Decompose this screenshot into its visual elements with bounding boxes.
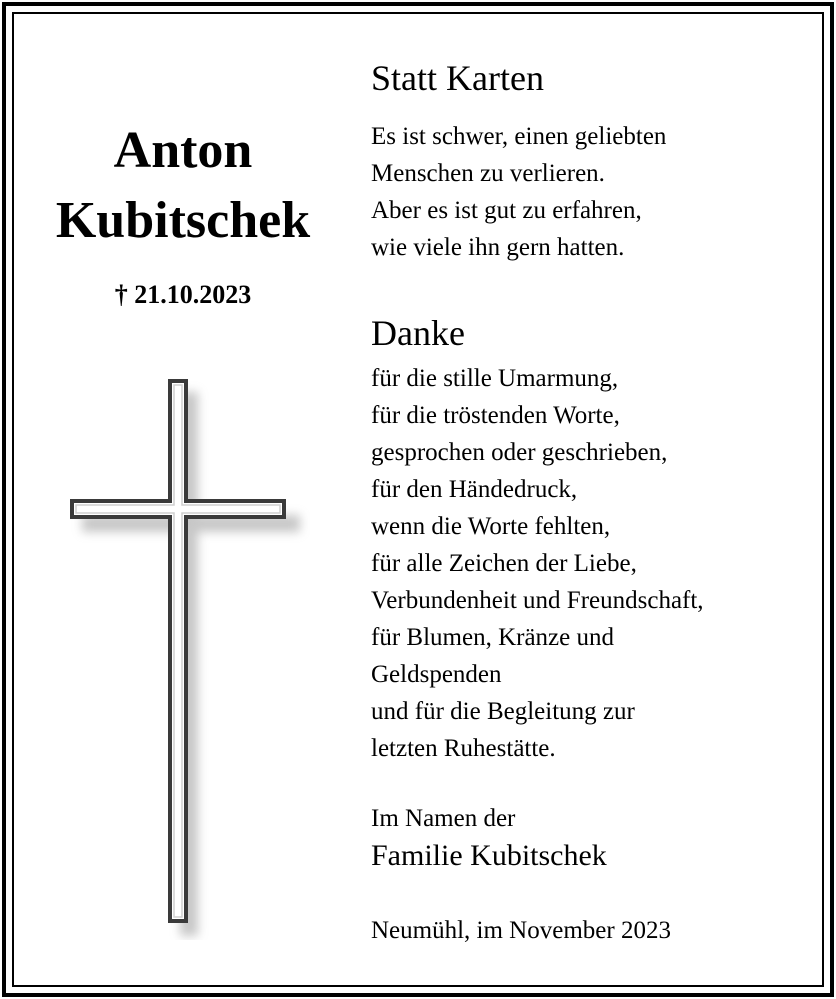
thanks-line: Geldspenden	[371, 661, 502, 688]
thanks-line: für den Händedruck,	[371, 476, 578, 503]
deceased-last-name: Kubitschek	[55, 192, 311, 249]
thanks-line: für die stille Umarmung,	[371, 365, 619, 392]
death-date: † 21.10.2023	[114, 280, 252, 309]
intro-line: wie viele ihn gern hatten.	[371, 234, 625, 261]
intro-heading: Statt Karten	[371, 58, 544, 98]
latin-cross-icon	[60, 370, 310, 945]
intro-line: Aber es ist gut zu erfahren,	[371, 197, 642, 224]
intro-line: Menschen zu verlieren.	[371, 160, 605, 187]
thanks-line: und für die Begleitung zur	[371, 698, 635, 725]
thanks-heading: Danke	[371, 313, 465, 353]
signature-family: Familie Kubitschek	[371, 839, 607, 872]
signature-prefix: Im Namen der	[371, 805, 516, 832]
thanks-line: für die tröstenden Worte,	[371, 402, 620, 429]
thanks-line: für Blumen, Kränze und	[371, 624, 614, 651]
thanks-line: gesprochen oder geschrieben,	[371, 439, 668, 466]
intro-line: Es ist schwer, einen geliebten	[371, 123, 667, 150]
thanks-line: wenn die Worte fehlten,	[371, 513, 611, 540]
place-date: Neumühl, im November 2023	[371, 917, 671, 944]
deceased-first-name: Anton	[113, 122, 253, 179]
thanks-line: letzten Ruhestätte.	[371, 735, 556, 762]
thanks-line: Verbundenheit und Freundschaft,	[371, 587, 704, 614]
thanks-line: für alle Zeichen der Liebe,	[371, 550, 637, 577]
